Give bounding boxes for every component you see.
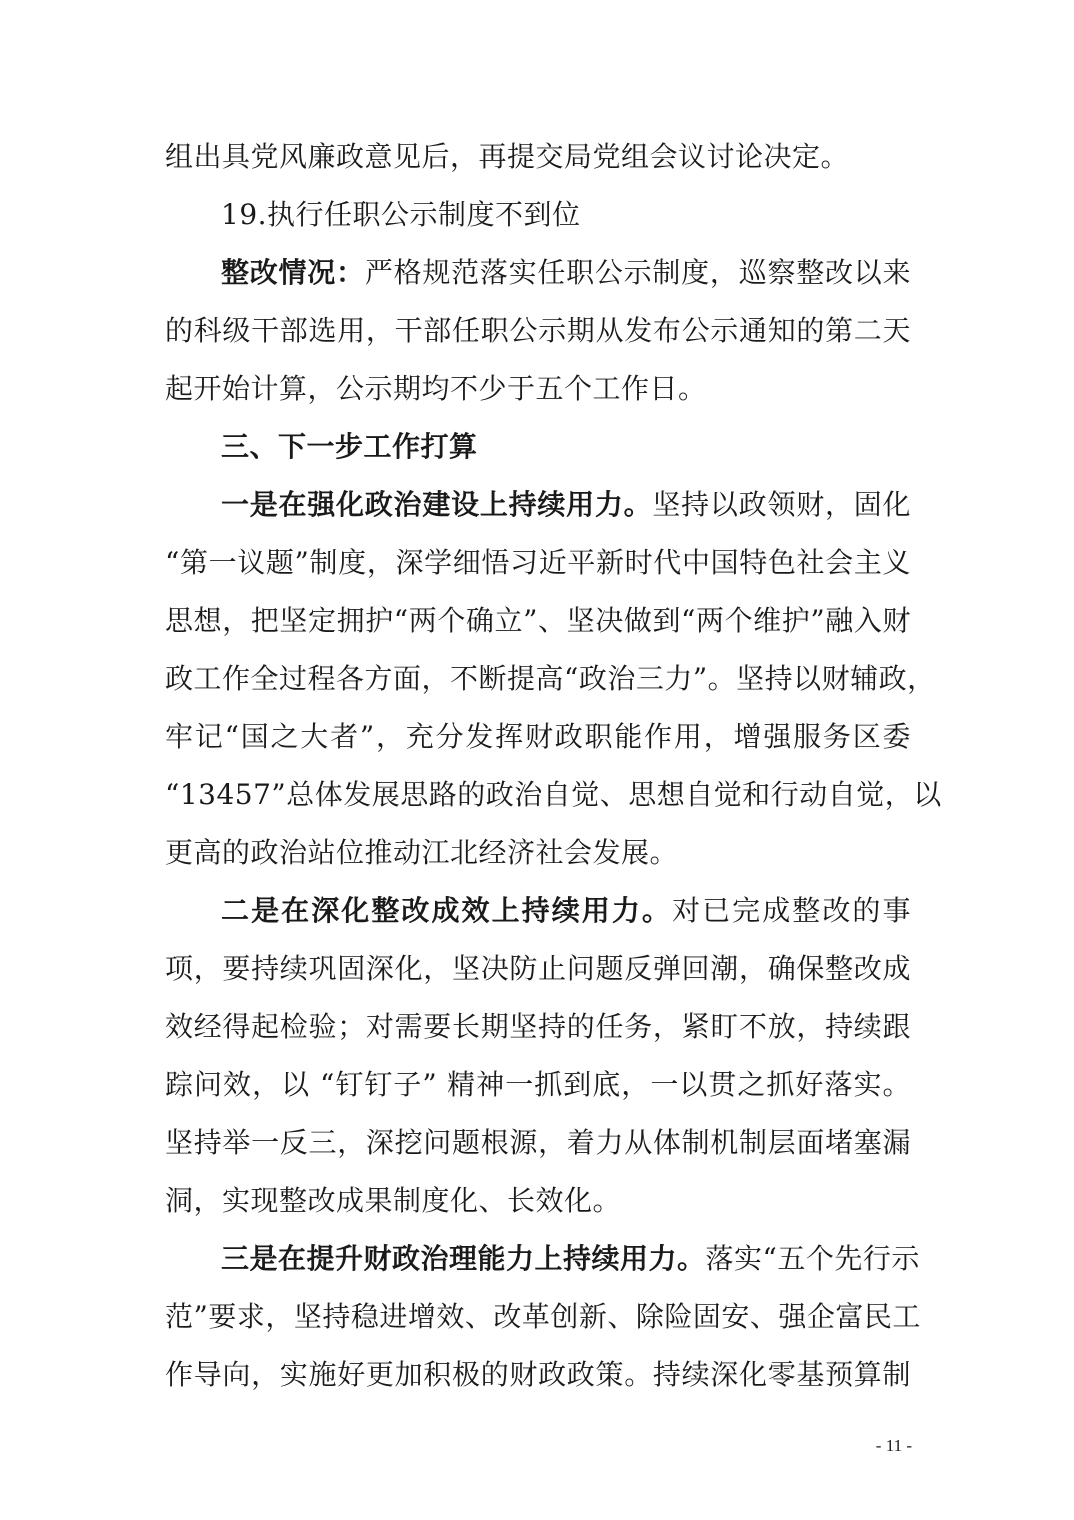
- paragraph-line: 组出具党风廉政意见后，再提交局党组会议讨论决定。: [165, 140, 850, 173]
- point-two-title: 二是在深化整改成效上持续用力。: [221, 894, 673, 927]
- paragraph-line: 坚持举一反三，深挖问题根源，着力从体制机制层面堵塞漏: [165, 1126, 911, 1159]
- document-body: [165, 128, 942, 1404]
- paragraph-line: 洞，实现整改成果制度化、长效化。: [165, 1184, 622, 1217]
- paragraph-line: 踪问效，以 “钉钉子” 精神一抓到底，一以贯之抓好落实。: [165, 1068, 911, 1101]
- paragraph-line: 思想，把坚定拥护“两个确立”、坚决做到“两个维护”融入财: [165, 604, 911, 637]
- point-one-title: 一是在强化政治建设上持续用力。: [221, 488, 653, 521]
- paragraph-line: “第一议题”制度，深学细悟习近平新时代中国特色社会主义: [165, 546, 911, 579]
- paragraph-line: 整改情况：严格规范落实任职公示制度，巡察整改以来: [221, 256, 911, 289]
- paragraph-line: 的科级干部选用，干部任职公示期从发布公示通知的第二天: [165, 314, 911, 347]
- label-rectification-status: 整改情况：: [221, 256, 365, 289]
- paragraph-line: 一是在强化政治建设上持续用力。坚持以政领财，固化: [221, 488, 911, 521]
- section-heading: 三、下一步工作打算: [221, 430, 478, 463]
- paragraph-line: 政工作全过程各方面，不断提高“政治三力”。坚持以财辅政，: [165, 662, 936, 695]
- paragraph-line: “13457”总体发展思路的政治自觉、思想自觉和行动自觉，以: [165, 778, 942, 811]
- paragraph-line: 效经得起检验；对需要长期坚持的任务，紧盯不放，持续跟: [165, 1010, 911, 1043]
- paragraph-line: 三是在提升财政治理能力上持续用力。落实“五个先行示: [221, 1242, 920, 1275]
- paragraph-line: 项，要持续巩固深化，坚决防止问题反弹回潮，确保整改成: [165, 952, 911, 985]
- paragraph-line: 起开始计算，公示期均不少于五个工作日。: [165, 372, 707, 405]
- paragraph-line: 更高的政治站位推动江北经济社会发展。: [165, 836, 679, 869]
- page-number: - 11 -: [875, 1436, 912, 1455]
- paragraph-line: 牢记“国之大者”，充分发挥财政职能作用，增强服务区委: [165, 720, 911, 753]
- item-heading-19: 19.执行任职公示制度不到位: [221, 198, 581, 231]
- paragraph-line: 范”要求，坚持稳进增效、改革创新、除险固安、强企富民工: [165, 1300, 921, 1333]
- paragraph-line: 二是在深化整改成效上持续用力。对已完成整改的事: [221, 894, 911, 927]
- paragraph-line: 作导向，实施好更加积极的财政政策。持续深化零基预算制: [165, 1358, 911, 1391]
- point-three-title: 三是在提升财政治理能力上持续用力。: [221, 1242, 706, 1275]
